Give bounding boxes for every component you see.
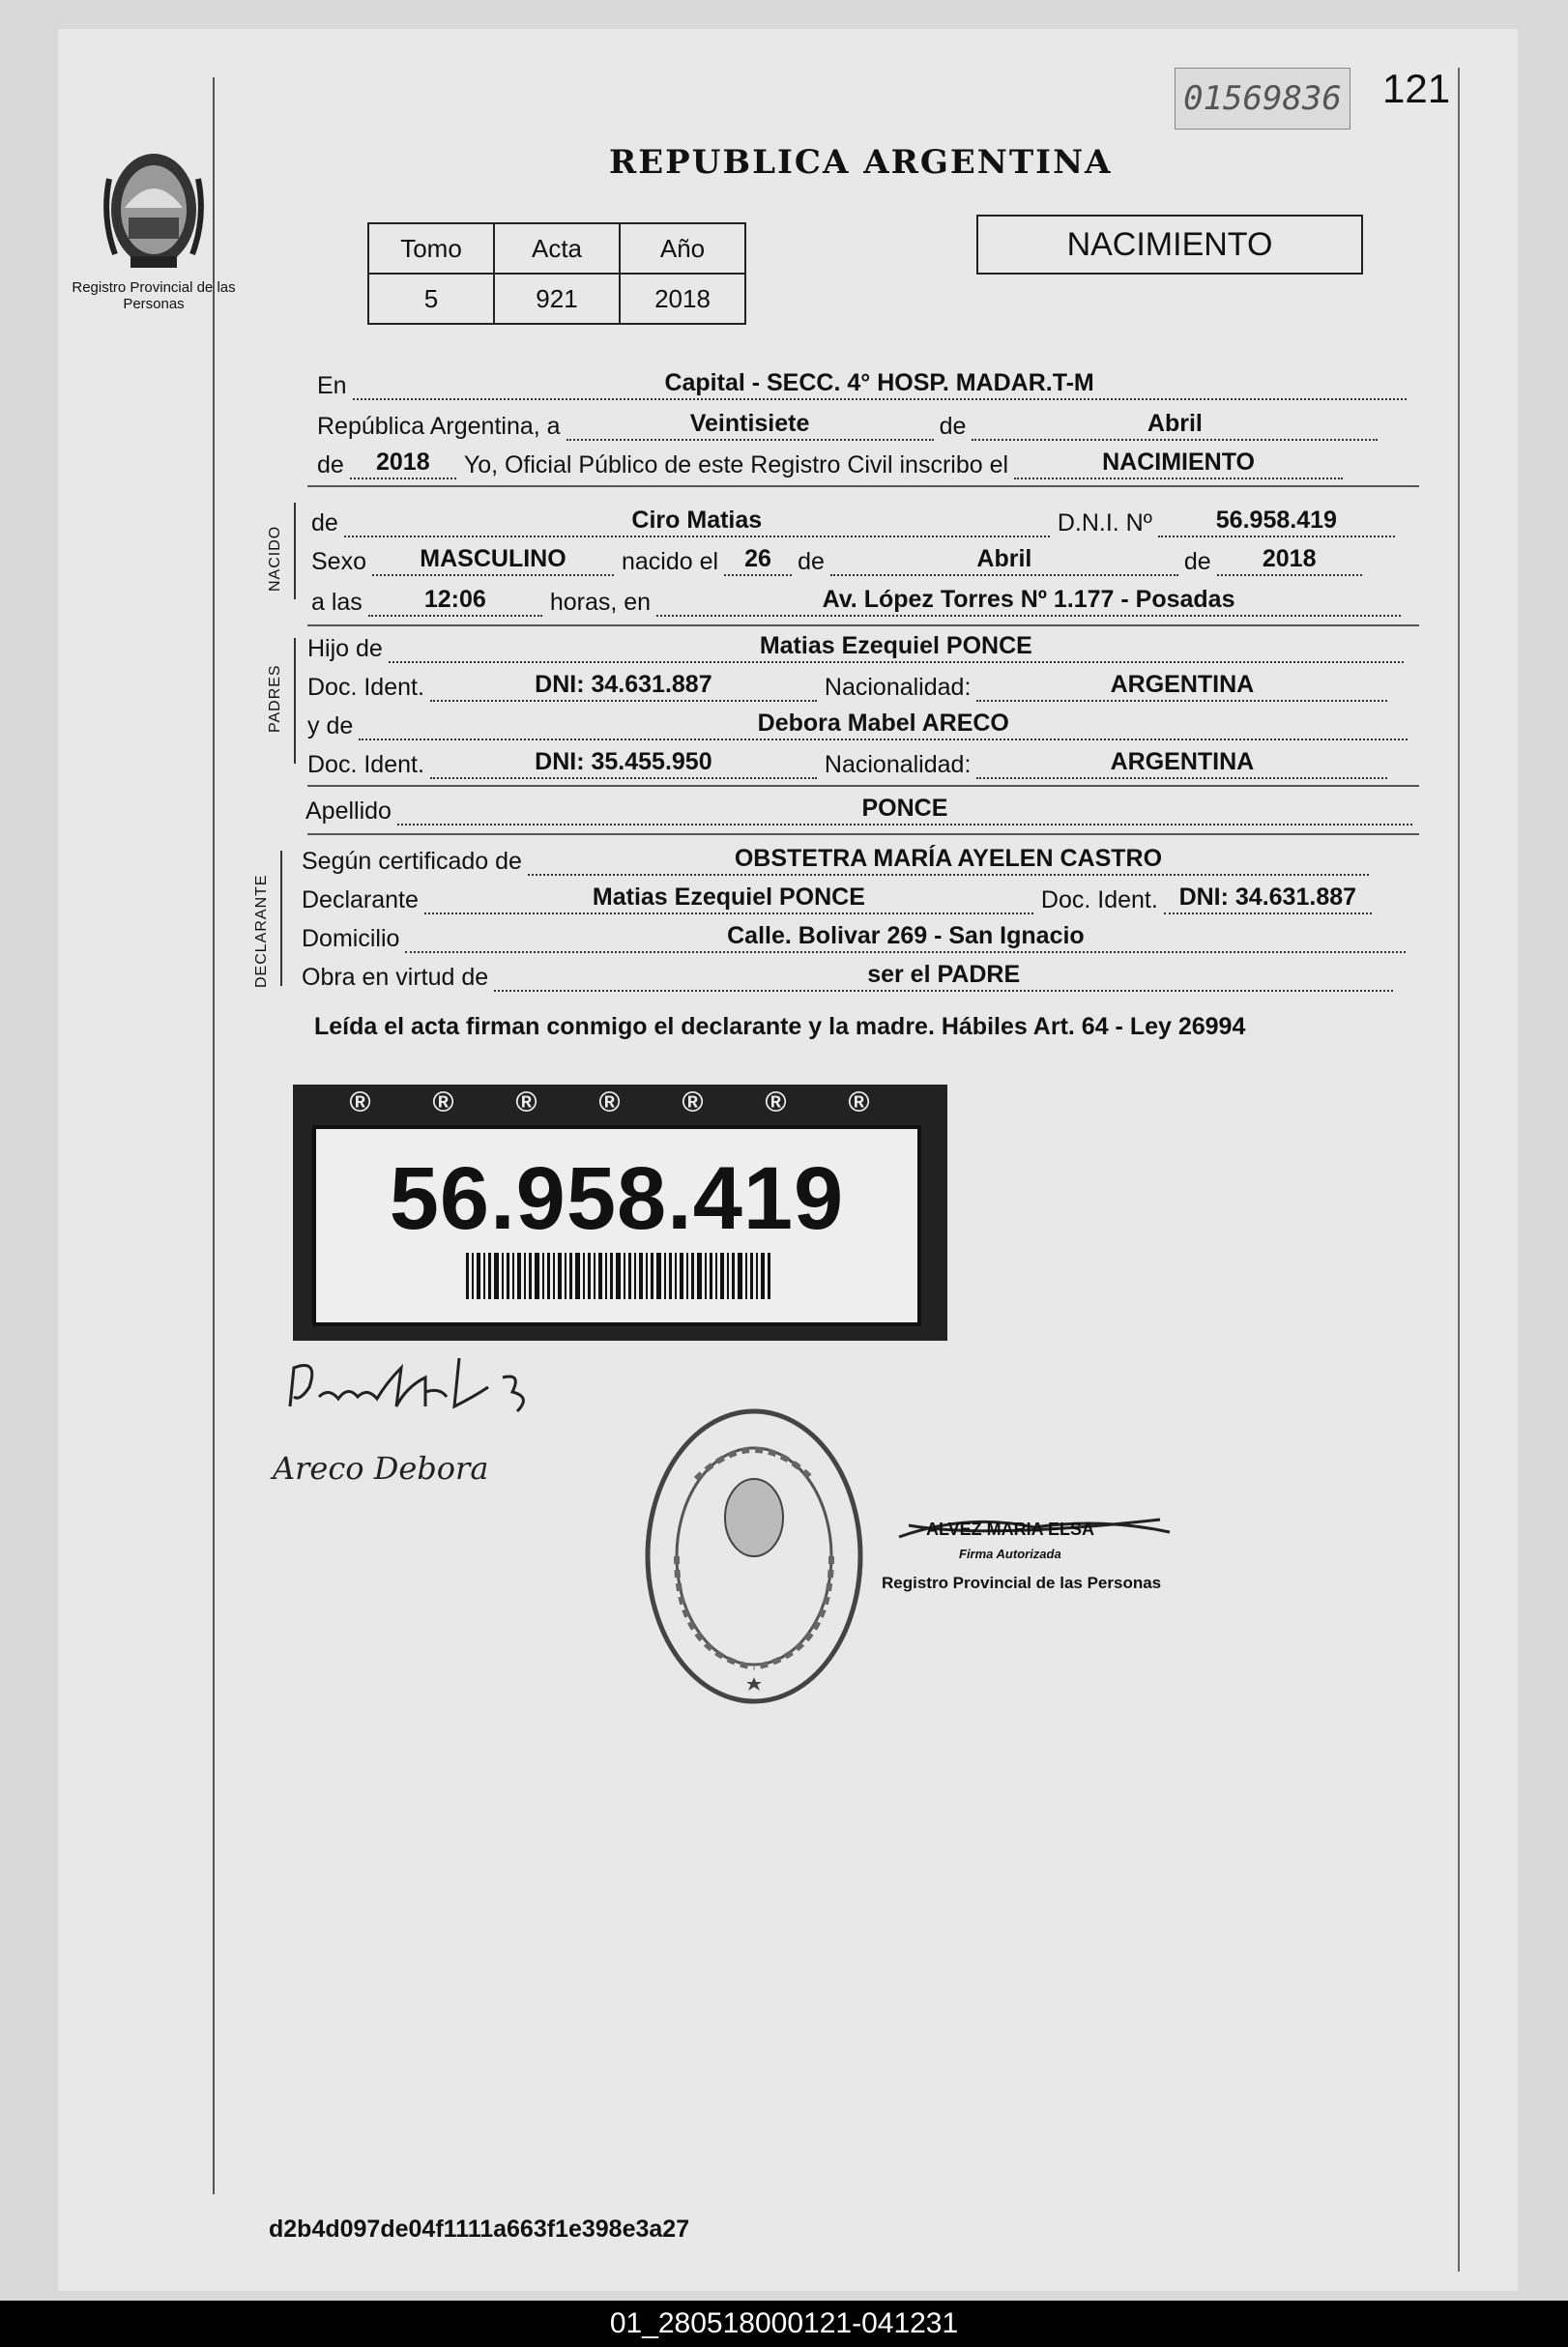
- mother-doc: DNI: 35.455.950: [430, 748, 817, 779]
- row-year: [317, 447, 1343, 479]
- official-name: ALVEZ MARIA ELSA: [926, 1520, 1094, 1539]
- cert-label: Según certificado de: [302, 848, 522, 875]
- r-mark-icon: ®: [515, 1087, 537, 1118]
- separator: [307, 624, 1419, 626]
- dni-label-box: [312, 1125, 921, 1326]
- row-declarante: [302, 882, 1372, 914]
- mother-nationality: ARGENTINA: [976, 748, 1387, 779]
- day-value: Veintisiete: [566, 410, 934, 441]
- row-republica: [317, 408, 1378, 441]
- r-mark-icon: ®: [598, 1087, 621, 1118]
- row-obra: [302, 959, 1393, 992]
- nacido-label: nacido el: [621, 548, 719, 575]
- row-father-doc: [307, 669, 1387, 702]
- alas-label: a las: [311, 589, 363, 616]
- sexo-value: MASCULINO: [372, 545, 614, 576]
- decl-label: Declarante: [302, 886, 419, 913]
- mother-signature: Areco Debora: [273, 1450, 489, 1487]
- de-label: de: [939, 413, 967, 440]
- hijo-label: Hijo de: [307, 635, 383, 662]
- father-signature-icon: [280, 1348, 551, 1426]
- declarant-name: Matias Ezequiel PONCE: [424, 884, 1033, 914]
- registry-table: [367, 222, 746, 325]
- r-mark-icon: ®: [765, 1087, 787, 1118]
- acta-value: 921: [494, 274, 620, 324]
- reference-number: 01569836: [1175, 68, 1350, 130]
- r-mark-icon: ®: [682, 1087, 704, 1118]
- section-line-declarante: [280, 851, 282, 986]
- dni-label: D.N.I. Nº: [1057, 509, 1152, 536]
- footer-id: 01_280518000121-041231: [0, 2301, 1568, 2347]
- de-label: de: [311, 509, 338, 536]
- declarant-doc: DNI: 34.631.887: [1164, 884, 1372, 914]
- horas-label: horas, en: [549, 589, 652, 616]
- de2-label: de: [1183, 548, 1211, 575]
- certificate-by: OBSTETRA MARÍA AYELEN CASTRO: [528, 845, 1369, 876]
- r-mark-icon: ®: [432, 1087, 454, 1118]
- apellido-value: PONCE: [397, 795, 1412, 826]
- father-nationality: ARGENTINA: [976, 671, 1387, 702]
- anio-header: Año: [620, 223, 745, 274]
- de1-label: de: [798, 548, 825, 575]
- act-type-box: NACIMIENTO: [976, 215, 1363, 275]
- document-hash: d2b4d097de04f1111a663f1e398e3a27: [269, 2216, 690, 2243]
- child-name: Ciro Matias: [344, 507, 1050, 537]
- obra-value: ser el PADRE: [494, 961, 1393, 992]
- doc-label: Doc. Ident.: [307, 751, 424, 778]
- nac-label: Nacionalidad:: [824, 751, 972, 778]
- tomo-header: Tomo: [368, 223, 494, 274]
- barcode-icon: [466, 1253, 775, 1299]
- birth-time: 12:06: [368, 586, 542, 617]
- dom-label: Domicilio: [302, 925, 400, 952]
- row-nacido-name: [311, 505, 1395, 537]
- republica-label: República Argentina, a: [317, 413, 561, 440]
- row-mother: [307, 708, 1408, 740]
- act-value: NACIMIENTO: [1014, 449, 1343, 479]
- section-label-padres: PADRES: [267, 664, 283, 733]
- separator: [307, 785, 1419, 787]
- provincial-seal-icon: [96, 140, 212, 275]
- registry-logo: [72, 140, 236, 312]
- father-name: Matias Ezequiel PONCE: [389, 632, 1404, 663]
- en-label: En: [317, 372, 347, 399]
- row-en: [317, 367, 1407, 400]
- official-stamp-icon: [638, 1402, 870, 1711]
- oficial-text: Yo, Oficial Público de este Registro Civil inscribo el: [463, 451, 1009, 478]
- sticker-dni-number: 56.958.419: [389, 1149, 845, 1248]
- left-margin-line: [213, 77, 215, 2194]
- row-apellido: [305, 793, 1412, 826]
- tomo-value: 5: [368, 274, 494, 324]
- declarant-address: Calle. Bolivar 269 - San Ignacio: [405, 922, 1406, 953]
- section-line-nacido: [294, 503, 296, 599]
- right-margin-line: [1458, 68, 1460, 2272]
- obra-label: Obra en virtud de: [302, 964, 489, 991]
- acta-header: Acta: [494, 223, 620, 274]
- row-certificado: [302, 843, 1369, 876]
- document-title: REPUBLICA ARGENTINA: [609, 143, 1113, 182]
- doc-label: Doc. Ident.: [1040, 886, 1158, 913]
- section-line-padres: [294, 638, 296, 764]
- birth-month: Abril: [830, 545, 1178, 576]
- year-value: 2018: [350, 449, 456, 479]
- yde-label: y de: [307, 712, 354, 739]
- dni-sticker: [293, 1085, 947, 1341]
- birth-day: 26: [724, 545, 792, 576]
- row-domicilio: [302, 920, 1406, 953]
- section-label-nacido: NACIDO: [267, 525, 283, 592]
- en-value: Capital - SECC. 4° HOSP. MADAR.T-M: [353, 369, 1407, 400]
- birth-place: Av. López Torres Nº 1.177 - Posadas: [656, 586, 1401, 617]
- father-doc: DNI: 34.631.887: [430, 671, 817, 702]
- page-number: 121: [1382, 66, 1451, 111]
- month-value: Abril: [972, 410, 1378, 441]
- row-hijo: [307, 630, 1404, 663]
- apellido-label: Apellido: [305, 797, 392, 825]
- r-mark-icon: ®: [349, 1087, 371, 1118]
- separator: [307, 485, 1419, 487]
- nac-label: Nacionalidad:: [824, 674, 972, 701]
- legal-text: Leída el acta firman conmigo el declarante y la madre. Hábiles Art. 64 - Ley 26994: [314, 1013, 1246, 1040]
- row-sexo: [311, 543, 1362, 576]
- doc-label: Doc. Ident.: [307, 674, 424, 701]
- child-dni: 56.958.419: [1158, 507, 1395, 537]
- birth-year: 2018: [1217, 545, 1362, 576]
- row-alas: [311, 584, 1401, 617]
- separator: [307, 833, 1419, 835]
- anio-value: 2018: [620, 274, 745, 324]
- sexo-label: Sexo: [311, 548, 366, 575]
- r-mark-icon: ®: [848, 1087, 870, 1118]
- row-mother-doc: [307, 746, 1387, 779]
- logo-label: Registro Provincial de las Personas: [72, 279, 236, 312]
- year-label: de: [317, 451, 344, 478]
- section-label-declarante: DECLARANTE: [253, 874, 270, 988]
- official-title: Firma Autorizada: [959, 1547, 1061, 1561]
- official-registry: Registro Provincial de las Personas: [882, 1574, 1162, 1592]
- mother-name: Debora Mabel ARECO: [359, 710, 1408, 740]
